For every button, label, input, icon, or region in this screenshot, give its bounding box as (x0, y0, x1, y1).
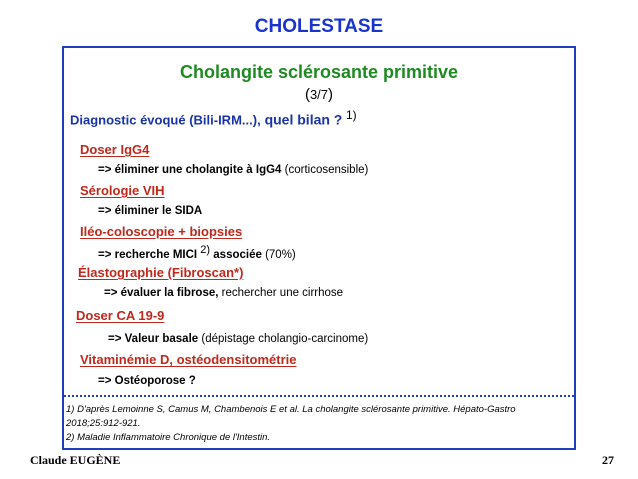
slide-subtitle: Cholangite sclérosante primitive (179, 62, 459, 82)
question-ref: 1) (345, 108, 357, 122)
part-number: 3/7 (309, 87, 329, 102)
section-detail-vih: => éliminer le SIDA (98, 205, 203, 217)
section-heading-elastographie: Élastographie (Fibroscan*) (78, 265, 244, 280)
footnote-1-continued: 2018;25:912-921. (66, 418, 141, 429)
section-detail-coloscopie: => recherche MICI $^{2)}$ associée (70%) (98, 244, 296, 261)
part-indicator: (3/7) (304, 86, 334, 103)
footnote-1: 1) D'après Lemoinne S, Camus M, Chambenois E et al. La cholangite sclérosante primitive. Hépato-Gastro (66, 404, 516, 415)
section-heading-vitamine-d: Vitaminémie D, ostéodensitométrie (80, 352, 297, 367)
section-heading-coloscopie: Iléo-coloscopie + biopsies (80, 224, 243, 239)
section-detail-igg4: => éliminer une cholangite à IgG4 (corticosensible) (98, 164, 369, 176)
author-name: Claude EUGÈNE (30, 453, 121, 467)
footnote-2: 2) Maladie Inflammatoire Chronique de l'Intestin. (66, 432, 271, 443)
diagnostic-question (70, 108, 357, 127)
question-main: quel bilan ? (260, 111, 343, 128)
section-heading-vih: Sérologie VIH (80, 183, 165, 198)
section-heading-igg4: Doser IgG4 (80, 142, 150, 157)
page-number: 27 (602, 453, 614, 467)
footnote-separator (64, 395, 574, 397)
section-detail-vitamine-d: => Ostéoporose ? (98, 375, 196, 387)
section-heading-ca199: Doser CA 19-9 (76, 308, 165, 323)
page-title: CHOLESTASE (254, 16, 384, 37)
section-detail-elastographie: => évaluer la fibrose, rechercher une cirrhose (104, 287, 344, 299)
section-detail-ca199: => Valeur basale (dépistage cholangio-carcinome) (108, 333, 369, 345)
question-prefix: Diagnostic évoqué (Bili-IRM...), (70, 112, 261, 128)
